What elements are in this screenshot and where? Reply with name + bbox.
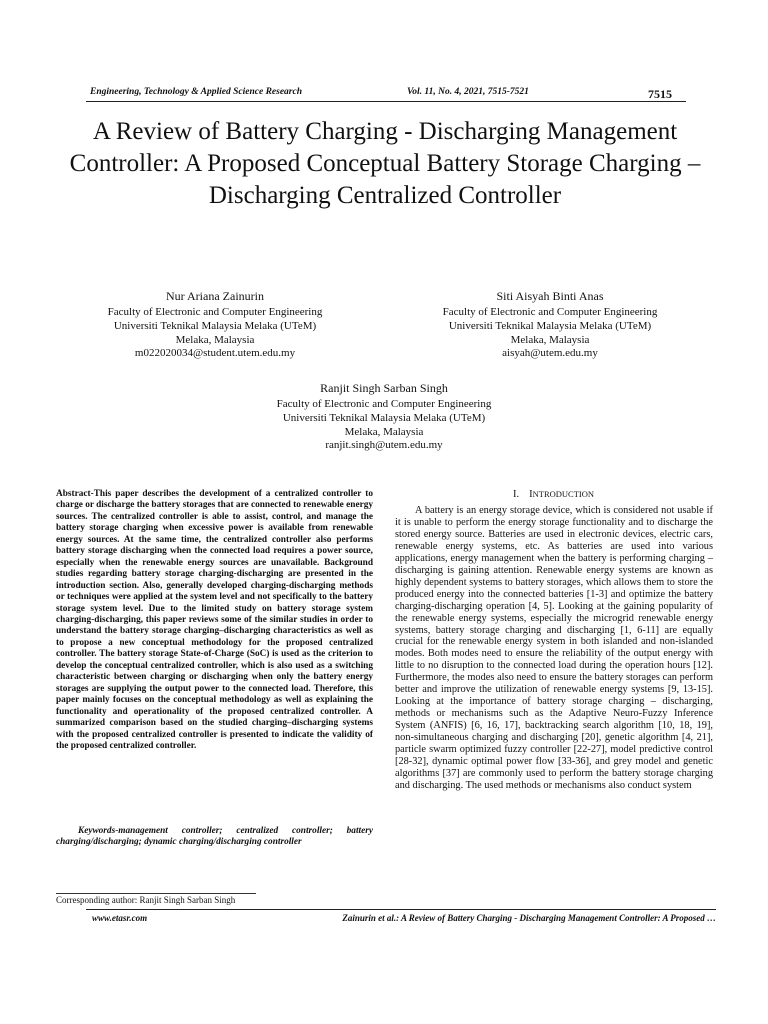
author-location: Melaka, Malaysia	[344, 425, 424, 438]
author-location: Melaka, Malaysia	[510, 333, 590, 346]
author-block	[70, 288, 360, 361]
footer-website: www.etasr.com	[92, 913, 148, 923]
paper-title: A Review of Battery Charging - Discharging Management Controller: A Proposed Conceptual Battery Storage Charging – Discharging Centralized Controller	[69, 118, 701, 209]
footer-citation: Zainurin et al.: A Review of Battery Charging - Discharging Management Controller: A Proposed …	[342, 913, 716, 923]
section-title-initial: I	[529, 489, 533, 500]
footnote-divider	[56, 893, 256, 894]
keywords: Keywords-management controller; centralized controller; battery charging/discharging; dynamic charging/discharging controller	[56, 826, 373, 848]
abstract: Abstract-This paper describes the development of a centralized controller to charge or discharge the battery storages that are connected to renewable energy sources. The centralized controller is able to assist, control, and manage the battery storage charging when excessive power is available from renewable energy sources. At the same time, the centralized controller also performs battery storage discharging when the connected load requires a power source, especially when the renewable energy sources are unavailable. Background studies regarding battery storage charging-discharging are presented in the introduction section. Also, generally developed charging-discharging methods or techniques were applied at the system level and not specifically to the battery storage system level. Due to the limited study on battery storage system charging-discharging, this paper reviews some of the similar studies in order to understand the battery storage charging–discharging characteristics as well as to propose a new conceptual methodology for the proposed centralized controller. The battery storage State-of-Charge (SoC) is used as the criterion to develop the conceptual centralized controller, which is also used as a switching characteristic between charging or discharging when only the battery energy storages are supplying the output power to the connected load. Therefore, this paper mainly focuses on the conceptual methodology as well as explaining the functionality and operationality of the proposed centralized controller. A summarized comparison based on the studied charging–discharging systems with the proposed centralized controller is presented to indicate the validity of the proposed centralized controller.	[56, 489, 373, 751]
author-block	[234, 380, 534, 453]
introduction-paragraph: A battery is an energy storage device, which is considered not usable if it is unable to perform the energy storage functionality and to discharge the stored energy source. Batteries are used in electronic devices, electric cars, renewable energy systems, etc. As batteries are used into various applications, energy management when the battery is performing charging – discharging is gaining attention. Renewable energy systems are known as highly dependent systems to battery storages, which allows them to store the produced energy into the connected batteries [1-3] and optimize the battery charging-discharging operation [4, 5]. Looking at the gaining popularity of the renewable energy systems, especially the microgrid renewable energy systems, battery storage charging and discharging [1, 6-11] are equally crucial for the renewable energy system in both islanded and non-islanded modes. Both modes need to ensure the reliability of the output energy with little to no disruption to the connected load during the operation hours [12]. Furthermore, the modes also need to ensure the battery storages can perform better and improve the utilization of renewable energy systems [9, 13-15]. Looking at the importance of battery storage charging – discharging, methods or mechanisms such as the Adaptive Neuro-Fuzzy Inference System (ANFIS) [6, 16, 17], backtracking search algorithm [10, 18, 19], non-simultaneous charging and discharging [20], genetic algorithm [4, 21], particle swarm optimized fuzzy controller [22-27], model predictive control [28-32], dynamic optimal power flow [33-36], and grey model and genetic algorithms [37] are commonly used to perform the battery storage charging and discharging. The used methods or mechanisms also conduct system	[395, 505, 713, 791]
author-email: m022020034@student.utem.edu.my	[134, 347, 296, 360]
author-department: Faculty of Electronic and Computer Engineering	[107, 306, 323, 318]
footer-divider	[86, 909, 716, 910]
author-email: aisyah@utem.edu.my	[502, 347, 598, 360]
header-divider	[86, 101, 686, 102]
section-title-rest: NTRODUCTION	[532, 489, 594, 499]
corresponding-author-note: Corresponding author: Ranjit Singh Sarban Singh	[56, 895, 236, 905]
author-location: Melaka, Malaysia	[175, 333, 255, 346]
author-name: Ranjit Singh Sarban Singh	[320, 381, 448, 395]
author-university: Universiti Teknikal Malaysia Melaka (UTeM)	[282, 411, 486, 424]
author-email: ranjit.singh@utem.edu.my	[325, 439, 443, 452]
section-number: I.	[512, 489, 520, 500]
author-department: Faculty of Electronic and Computer Engineering	[442, 306, 658, 318]
author-name: Siti Aisyah Binti Anas	[496, 289, 604, 303]
volume-info: Vol. 11, No. 4, 2021, 7515-7521	[407, 87, 529, 97]
author-name: Nur Ariana Zainurin	[166, 289, 264, 303]
section-heading	[395, 488, 712, 501]
author-university: Universiti Teknikal Malaysia Melaka (UTeM)	[113, 319, 317, 332]
author-department: Faculty of Electronic and Computer Engineering	[276, 398, 492, 410]
journal-name: Engineering, Technology & Applied Science Research	[90, 87, 302, 97]
author-block	[400, 288, 700, 361]
page-number: 7515	[648, 87, 672, 101]
author-university: Universiti Teknikal Malaysia Melaka (UTeM)	[448, 319, 652, 332]
